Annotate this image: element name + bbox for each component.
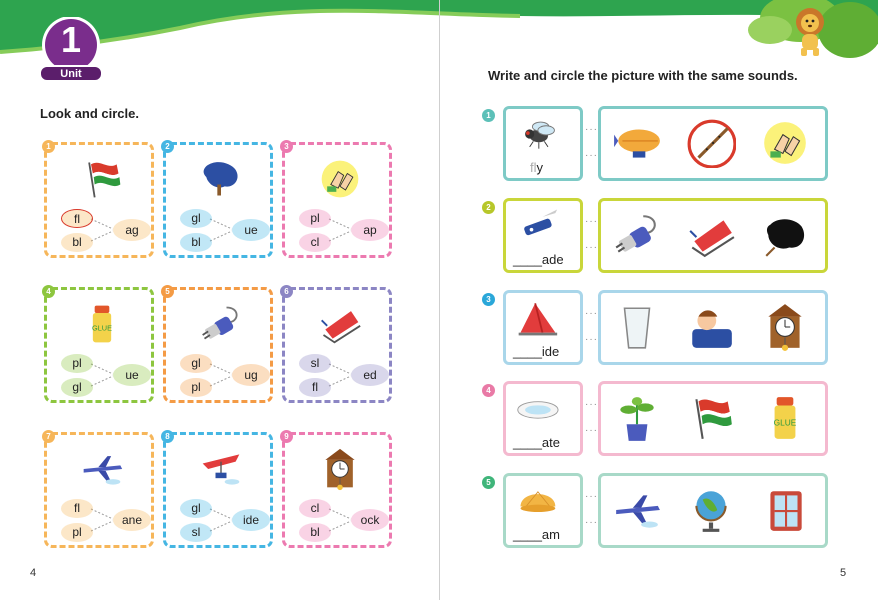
ending-oval: ug	[232, 364, 270, 386]
word-text[interactable]	[513, 344, 559, 359]
page-gutter	[439, 0, 440, 600]
word-blank[interactable]: ____	[513, 252, 542, 267]
plane-icon	[80, 447, 124, 491]
word-prefix: fl	[530, 160, 537, 175]
word-ending: am	[541, 527, 560, 542]
ending-oval: ane	[113, 509, 151, 531]
word-text[interactable]	[513, 435, 560, 450]
exercise-card	[44, 432, 154, 548]
choice-oval-1[interactable]: sl	[299, 354, 331, 373]
card-number: 9	[280, 430, 293, 443]
glue-stick-icon	[80, 302, 124, 346]
exercise-card	[163, 142, 273, 258]
choice-oval-1[interactable]: gl	[180, 499, 212, 518]
card-number: 3	[280, 140, 293, 153]
lion-icon	[788, 6, 832, 58]
blade-knife-icon	[515, 204, 559, 248]
svg-text:GLUE: GLUE	[773, 417, 797, 428]
connector-dots: ···	[585, 124, 598, 135]
glider-icon	[199, 447, 243, 491]
card-number: 1	[42, 140, 55, 153]
slide-icon	[515, 296, 559, 340]
ending-oval: ide	[232, 509, 270, 531]
plug-icon[interactable]	[612, 210, 662, 260]
exercise-card	[282, 432, 392, 548]
clock-icon	[318, 447, 362, 491]
ending-oval: ag	[113, 219, 151, 241]
ending-oval: ap	[351, 219, 389, 241]
word-ending: ade	[541, 252, 564, 267]
blob-icon[interactable]	[760, 210, 810, 260]
choice-oval-2[interactable]: fl	[299, 378, 331, 397]
card-number: 5	[161, 285, 174, 298]
connector-dots: ···	[585, 308, 598, 319]
word-ending: ide	[541, 344, 560, 359]
exercise-card	[282, 142, 392, 258]
row-number: 1	[482, 109, 495, 122]
exercise-card	[163, 432, 273, 548]
choice-oval-2[interactable]: cl	[299, 233, 331, 252]
connector-dots: ···	[585, 150, 598, 161]
word-ending: y	[536, 160, 543, 175]
clap-hands-icon	[318, 157, 362, 201]
exercise-card	[44, 142, 154, 258]
blimp-icon[interactable]	[612, 118, 662, 168]
glue-stick-icon[interactable]	[760, 393, 810, 443]
plug-icon	[199, 302, 243, 346]
card-number: 2	[161, 140, 174, 153]
choice-oval-2[interactable]: bl	[299, 523, 331, 542]
page-number-right: 5	[840, 567, 847, 579]
choice-oval-1[interactable]: pl	[299, 209, 331, 228]
card-number: 6	[280, 285, 293, 298]
glue-splat-icon	[199, 157, 243, 201]
row-number: 4	[482, 384, 495, 397]
exercise-card	[282, 287, 392, 403]
choice-oval-2[interactable]: gl	[61, 378, 93, 397]
window-icon[interactable]	[760, 485, 810, 535]
word-text[interactable]	[513, 527, 560, 542]
choice-oval-1[interactable]: fl	[61, 209, 93, 228]
glass-icon[interactable]	[612, 302, 662, 352]
clap-hands-icon[interactable]	[760, 118, 810, 168]
ending-oval: ed	[351, 364, 389, 386]
connector-dots: ···	[585, 491, 598, 502]
ending-oval: ock	[351, 509, 389, 531]
plant-icon[interactable]	[612, 393, 662, 443]
word-blank[interactable]: ____	[513, 435, 542, 450]
card-number: 4	[42, 285, 55, 298]
unit-number: 1	[60, 19, 82, 60]
choice-oval-2[interactable]: sl	[180, 523, 212, 542]
connector-dots: ···	[585, 242, 598, 253]
row-number: 2	[482, 201, 495, 214]
row-number: 5	[482, 476, 495, 489]
row-number: 3	[482, 293, 495, 306]
connector-dots: ···	[585, 517, 598, 528]
flag-icon	[80, 157, 124, 201]
connector-dots: ···	[585, 334, 598, 345]
card-number: 8	[161, 430, 174, 443]
page-number-left: 4	[30, 567, 37, 579]
card-number: 7	[42, 430, 55, 443]
connector-dots: ···	[585, 216, 598, 227]
exercise-card	[163, 287, 273, 403]
exercise-card	[44, 287, 154, 403]
choice-oval-2[interactable]: pl	[61, 523, 93, 542]
ending-oval: ue	[232, 219, 270, 241]
word-blank[interactable]: ____	[513, 344, 542, 359]
svg-text:GLUE: GLUE	[92, 323, 112, 333]
choice-oval-1[interactable]: gl	[180, 209, 212, 228]
unit-badge	[39, 17, 103, 83]
sled-icon	[318, 302, 362, 346]
choice-oval-1[interactable]: gl	[180, 354, 212, 373]
flute-icon[interactable]	[686, 118, 736, 168]
word-blank[interactable]: ____	[513, 527, 542, 542]
sleep-icon[interactable]	[686, 302, 736, 352]
flag-icon[interactable]	[686, 393, 736, 443]
choice-oval-1[interactable]: fl	[61, 499, 93, 518]
choice-oval-2[interactable]: bl	[180, 233, 212, 252]
choice-oval-2[interactable]: pl	[180, 378, 212, 397]
ending-oval: ue	[113, 364, 151, 386]
plate-icon	[515, 387, 559, 431]
word-text[interactable]	[513, 252, 564, 267]
word-text	[530, 160, 543, 175]
right-instruction: Write and circle the picture with the same sounds.	[488, 68, 798, 83]
globe-icon[interactable]	[686, 485, 736, 535]
choice-oval-2[interactable]: bl	[61, 233, 93, 252]
connector-dots: ···	[585, 399, 598, 410]
left-instruction: Look and circle.	[40, 106, 139, 121]
fly-icon	[515, 112, 559, 156]
plane-icon[interactable]	[612, 485, 662, 535]
clam-icon	[515, 479, 559, 523]
sled-icon[interactable]	[686, 210, 736, 260]
choice-oval-1[interactable]: pl	[61, 354, 93, 373]
choice-oval-1[interactable]: cl	[299, 499, 331, 518]
clock-icon[interactable]	[760, 302, 810, 352]
word-ending: ate	[541, 435, 560, 450]
connector-dots: ···	[585, 425, 598, 436]
unit-label: Unit	[60, 68, 82, 80]
